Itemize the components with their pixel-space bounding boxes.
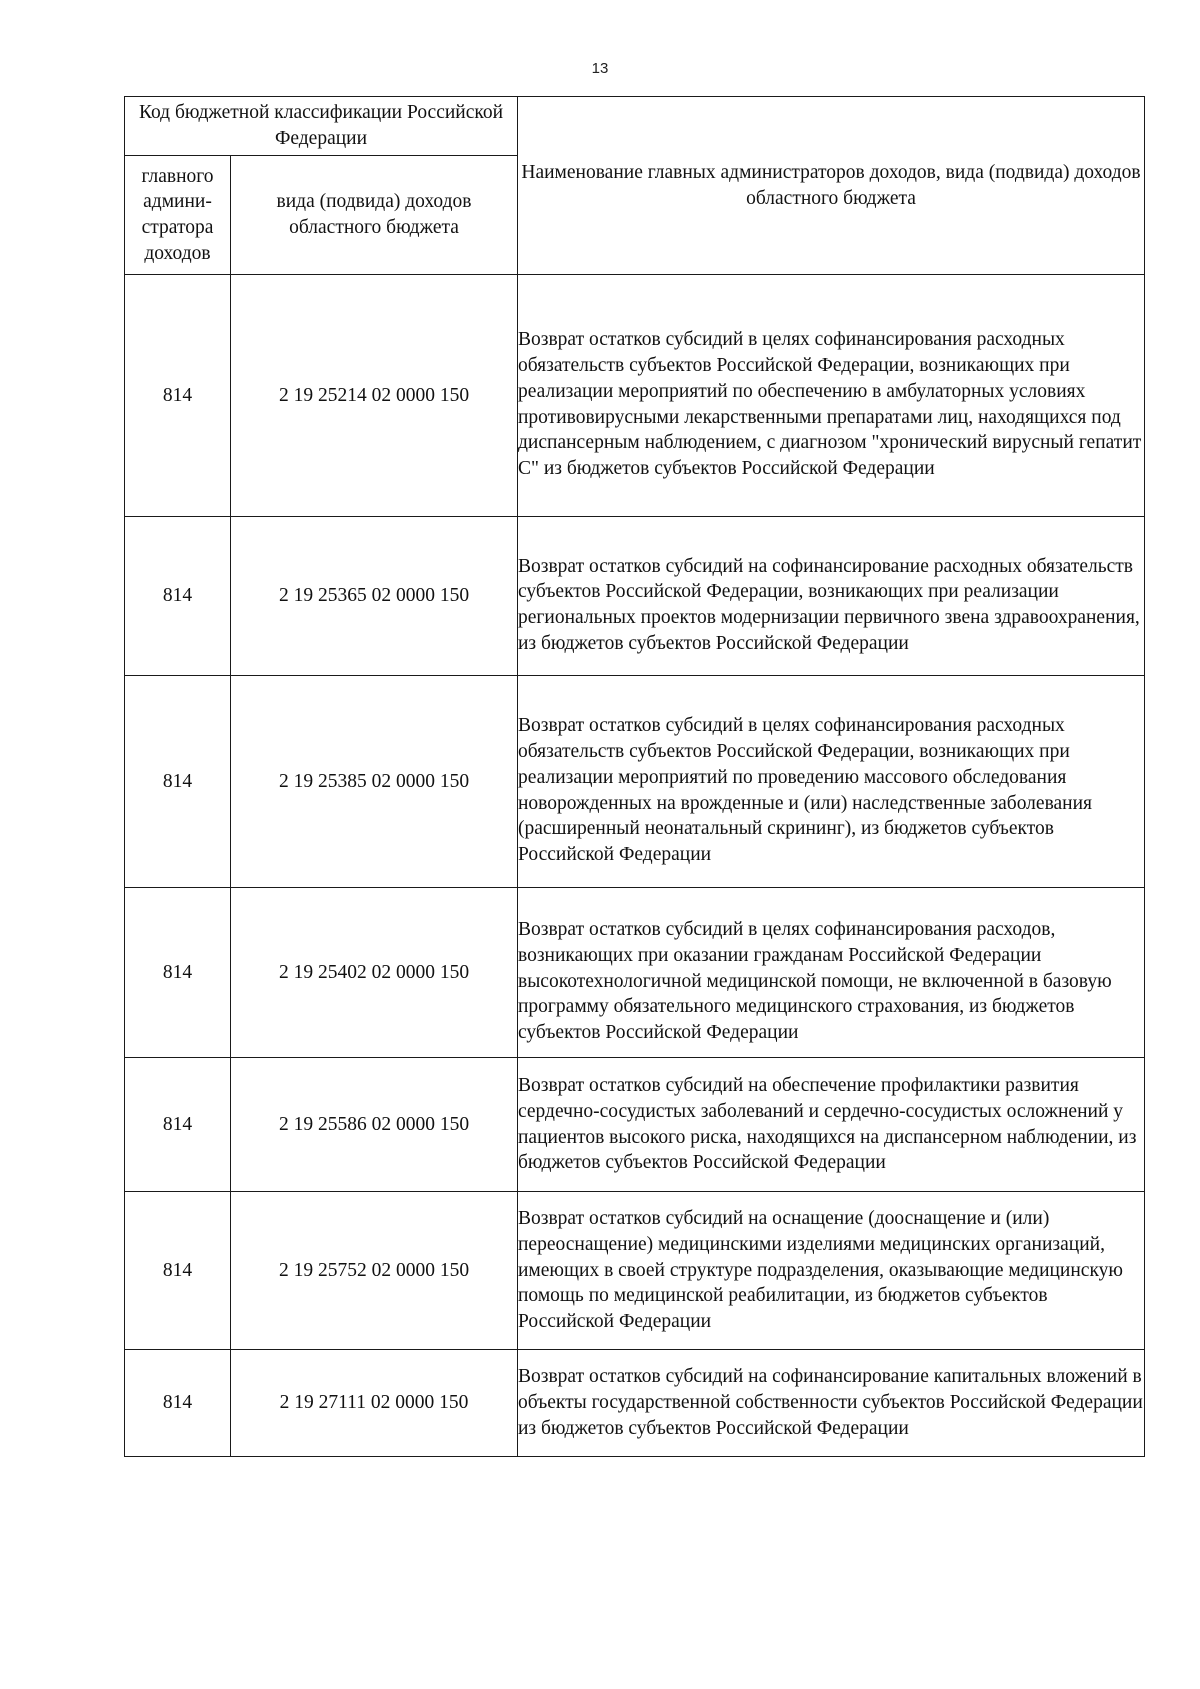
table-row [125, 1192, 1145, 1350]
income-code-cell: 2 19 25214 02 0000 150 [231, 275, 518, 517]
budget-classification-table [124, 96, 1145, 1457]
income-name-cell: Возврат остатков субсидий в целях софинансирования расходных обязательств субъектов Российской Федерации, возникающих при реализации мероприятий по проведению массового обследования новорожденных на врожденные и (или) наследственные заболевания (расширенный неонатальный скрининг), из бюджетов субъектов Российской Федерации [518, 676, 1145, 888]
income-name-cell: Возврат остатков субсидий на софинансирование капитальных вложений в объекты государственной собственности субъектов Российской Федерации из бюджетов субъектов Российской Федерации [518, 1350, 1145, 1457]
income-name-cell: Возврат остатков субсидий на софинансирование расходных обязательств субъектов Российской Федерации, возникающих при реализации региональных проектов модернизации первичного звена здравоохранения, из бюджетов субъектов Российской Федерации [518, 517, 1145, 676]
table-row [125, 1058, 1145, 1192]
income-name-cell: Возврат остатков субсидий на обеспечение профилактики развития сердечно-сосудистых заболеваний и сердечно-сосудистых осложнений у пациентов высокого риска, находящихся на диспансерном наблюдении, из бюджетов субъектов Российской Федерации [518, 1058, 1145, 1192]
header-income-type: вида (подвида) доходов областного бюджета [231, 156, 518, 275]
header-row-group [125, 97, 1145, 156]
table-row [125, 275, 1145, 517]
table-row [125, 517, 1145, 676]
admin-code-cell: 814 [125, 517, 231, 676]
income-name-cell: Возврат остатков субсидий в целях софинансирования расходных обязательств субъектов Российской Федерации, возникающих при реализации мероприятий по обеспечению в амбулаторных условиях противовирусными лекарственными препаратами лиц, находящихся под диспансерным наблюдением, с диагнозом "хронический вирусный гепатит С" из бюджетов субъектов Российской Федерации [518, 275, 1145, 517]
table-row [125, 888, 1145, 1058]
table-row [125, 676, 1145, 888]
admin-code-cell: 814 [125, 888, 231, 1058]
admin-code-cell: 814 [125, 1192, 231, 1350]
income-code-cell: 2 19 25385 02 0000 150 [231, 676, 518, 888]
admin-code-cell: 814 [125, 275, 231, 517]
income-code-cell: 2 19 25402 02 0000 150 [231, 888, 518, 1058]
header-budget-code-group: Код бюджетной классификации Российской Федерации [125, 97, 518, 156]
admin-code-cell: 814 [125, 1058, 231, 1192]
page-number: 13 [591, 60, 609, 77]
income-code-cell: 2 19 25365 02 0000 150 [231, 517, 518, 676]
income-name-cell: Возврат остатков субсидий на оснащение (дооснащение и (или) переоснащение) медицинскими изделиями медицинских организаций, имеющих в своей структуре подразделения, оказывающие медицинскую помощь по медицинской реабилитации, из бюджетов субъектов Российской Федерации [518, 1192, 1145, 1350]
income-code-cell: 2 19 25752 02 0000 150 [231, 1192, 518, 1350]
header-administrator-name: Наименование главных администраторов доходов, вида (подвида) доходов областного бюджета [518, 97, 1145, 275]
income-code-cell: 2 19 27111 02 0000 150 [231, 1350, 518, 1457]
income-name-cell: Возврат остатков субсидий в целях софинансирования расходов, возникающих при оказании гражданам Российской Федерации высокотехнологичной медицинской помощи, не включенной в базовую программу обязательного медицинского страхования, из бюджетов субъектов Российской Федерации [518, 888, 1145, 1058]
income-code-cell: 2 19 25586 02 0000 150 [231, 1058, 518, 1192]
header-main-administrator: главного админи-стратора доходов [125, 156, 231, 275]
table-row [125, 1350, 1145, 1457]
admin-code-cell: 814 [125, 676, 231, 888]
admin-code-cell: 814 [125, 1350, 231, 1457]
